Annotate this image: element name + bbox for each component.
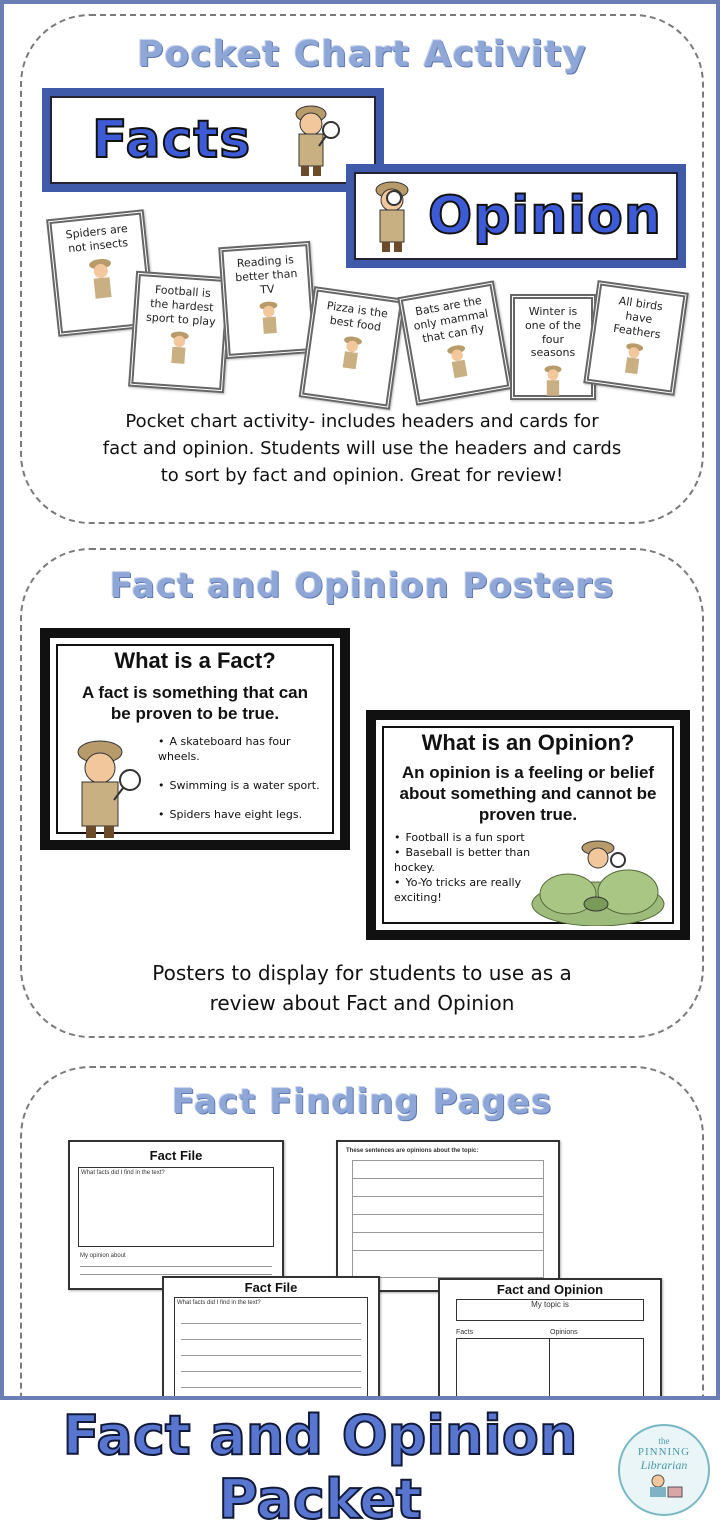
section-description	[22, 408, 702, 489]
page-title: Fact File	[149, 1148, 203, 1163]
posters-section	[20, 548, 704, 1038]
description-line: to sort by fact and opinion. Great for review!	[160, 465, 564, 486]
bush-detective-icon	[528, 838, 668, 926]
description-line: Posters to display for students to use as a	[152, 961, 572, 985]
detective-icon	[253, 299, 285, 337]
detective-icon	[362, 176, 424, 256]
sort-card	[128, 271, 232, 393]
section-description	[22, 958, 702, 1018]
card-text: Spiders are not insects	[64, 222, 129, 256]
pinning-librarian-logo	[618, 1424, 710, 1516]
section-title: Fact Finding Pages	[171, 1082, 553, 1122]
description-line: review about Fact and Opinion	[209, 991, 515, 1015]
sort-card	[397, 280, 513, 405]
worksheet-page	[68, 1140, 284, 1290]
detective-icon	[440, 342, 476, 383]
card-text: Football is the hardest sport to play	[145, 283, 217, 328]
card-text: Reading is better than TV	[234, 253, 298, 297]
logo-text: PINNING	[637, 1446, 691, 1458]
card-text: Bats are the only mammal that can fly	[412, 293, 490, 345]
example-list	[158, 734, 328, 822]
detective-icon	[163, 329, 195, 367]
example-item: • Baseball is better than hockey.	[394, 845, 544, 875]
card-text: Winter is one of the four seasons	[524, 305, 582, 360]
opinion-poster	[366, 710, 690, 940]
detective-icon	[334, 333, 369, 373]
worksheet-page	[336, 1140, 560, 1292]
section-title: Pocket Chart Activity	[137, 34, 587, 75]
footer-title-line2: Packet	[218, 1468, 422, 1531]
example-item: • Football is a fun sport	[394, 830, 544, 845]
logo-text: Librarian	[640, 1458, 688, 1472]
detective-icon	[539, 364, 567, 398]
detective-icon	[82, 255, 120, 302]
detective-icon	[64, 736, 144, 840]
detective-icon	[285, 100, 345, 180]
poster-heading: What is a Fact?	[114, 648, 276, 673]
pocket-chart-section	[20, 14, 704, 524]
poster-definition: An opinion is a feeling or belief about something and cannot be proven true.	[399, 763, 657, 824]
column-header: Facts	[456, 1329, 474, 1336]
detective-icon	[617, 340, 649, 378]
example-list	[394, 830, 544, 905]
footer-title-line1: Fact and Opinion	[62, 1404, 578, 1467]
logo-text: the	[658, 1436, 670, 1446]
sort-card	[583, 280, 689, 396]
description-line: Pocket chart activity- includes headers and cards for	[125, 411, 599, 432]
fact-poster	[40, 628, 350, 850]
example-item: • Yo-Yo tricks are really exciting!	[394, 875, 544, 905]
poster-heading: What is an Opinion?	[421, 730, 635, 755]
page-prompt: What facts did I find in the text?	[81, 1170, 165, 1176]
sort-card	[218, 241, 318, 359]
example-item: • A skateboard has four wheels.	[158, 734, 328, 764]
sort-card	[510, 294, 596, 400]
librarian-icon	[644, 1473, 684, 1499]
page-prompt: What facts did I find in the text?	[177, 1300, 261, 1306]
card-text: Pizza is the best food	[325, 299, 389, 334]
page-title: Fact and Opinion	[496, 1282, 604, 1297]
page-title: Fact File	[244, 1280, 298, 1295]
page-prompt: My opinion about	[80, 1253, 126, 1259]
description-line: fact and opinion. Students will use the headers and cards	[102, 438, 622, 459]
section-title: Fact and Opinion Posters	[109, 566, 615, 606]
column-header: Opinions	[550, 1329, 578, 1336]
card-text: All birds have Feathers	[612, 294, 664, 341]
page-prompt: These sentences are opinions about the topic:	[346, 1148, 479, 1154]
footer-banner	[0, 1396, 720, 1536]
facts-header-text: Facts	[92, 110, 252, 170]
opinion-header-text: Opinion	[428, 186, 662, 246]
example-item: • Spiders have eight legs.	[158, 807, 328, 822]
example-item: • Swimming is a water sport.	[158, 778, 328, 793]
facts-header-card	[42, 88, 384, 192]
poster-definition: A fact is something that can be proven to be true.	[81, 683, 309, 723]
opinion-header-card	[346, 164, 686, 268]
sort-card	[299, 286, 406, 410]
topic-label: My topic is	[531, 1300, 569, 1309]
